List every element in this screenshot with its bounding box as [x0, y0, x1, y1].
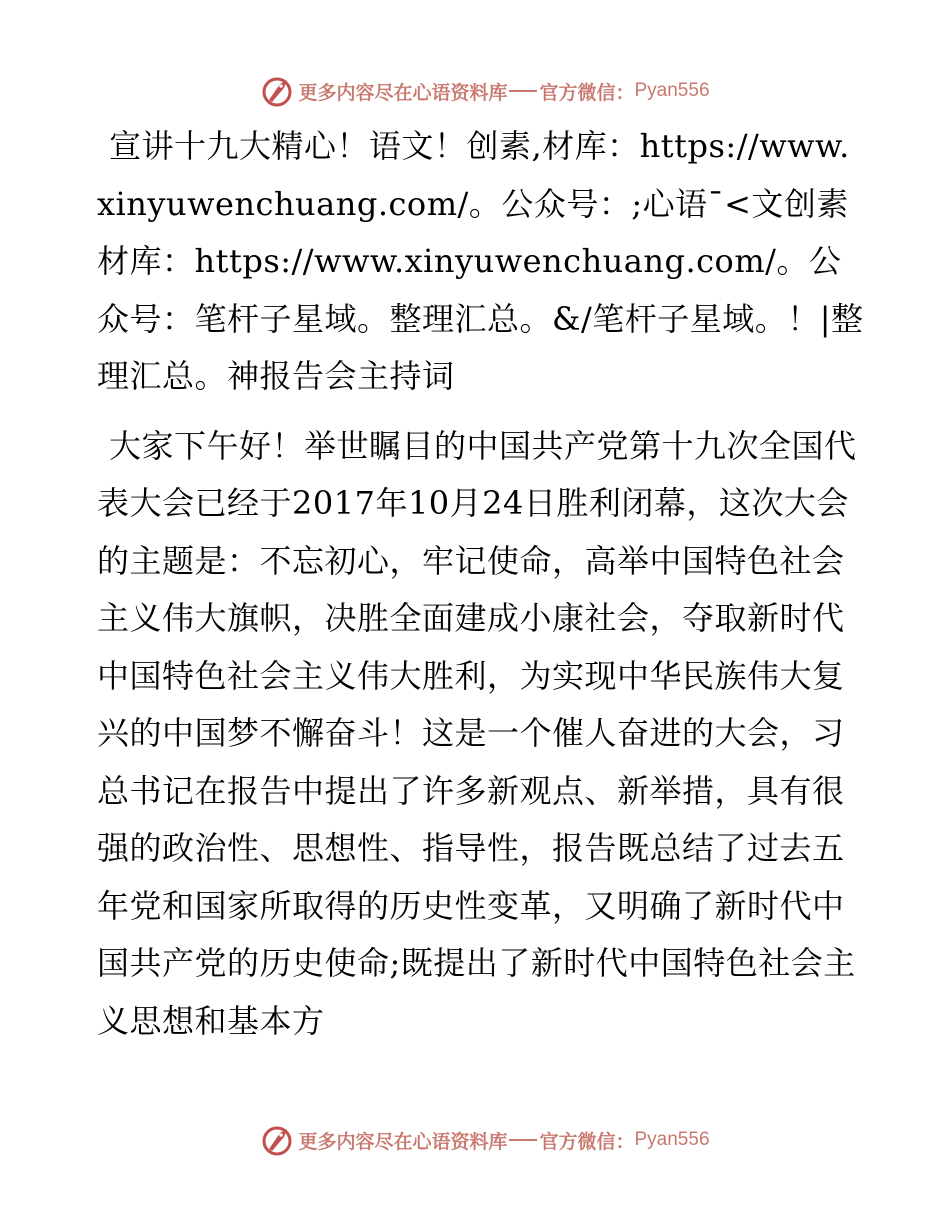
banner-wechat-id: Pyan556	[634, 1129, 710, 1150]
pen-nib-logo-icon	[260, 74, 294, 108]
document-body	[97, 118, 867, 1050]
banner-main-text: 更多内容尽在心语资料库	[298, 81, 508, 104]
banner-official-text: 官方微信：	[539, 81, 635, 104]
paragraph-main: 大家下午好！举世瞩目的中国共产党第十九次全国代表大会已经于2017年10月24日胜利闭幕，这次大会的主题是：不忘初心，牢记使命，高举中国特色社会主义伟大旗帜，决胜全面建成小康社会，夺取新时代中国特色社会主义伟大胜利，为实现中华民族伟大复兴的中国梦不懈奋斗！这是一个催人奋进的大会，习总书记在报告中提出了许多新观点、新举措，具有很强的政治性、思想性、指导性，报告既总结了过去五年党和国家所取得的历史性变革，又明确了新时代中国共产党的历史使命;既提出了新时代中国特色社会主义思想和基本方	[97, 426, 857, 1040]
paragraph-intro: 宣讲十九大精心！语文！创素,材库：https://www.xinyuwenchuang.com/。公众号：;心语¯<文创素材库：https://www.xinyuwenchuang.com/。公众号：笔杆子星域。整理汇总。&/笔杆子星域。！|整理汇总。神报告会主持词	[97, 127, 864, 395]
banner-main-text: 更多内容尽在心语资料库	[298, 1130, 508, 1153]
banner-dash	[509, 1139, 537, 1141]
header-banner-content	[260, 74, 709, 108]
banner-dash	[509, 90, 537, 92]
footer-banner-content	[260, 1123, 709, 1157]
header-banner	[0, 73, 950, 109]
banner-official-text: 官方微信：	[539, 1130, 635, 1153]
footer-banner	[0, 1122, 950, 1158]
banner-wechat-id: Pyan556	[634, 80, 710, 101]
pen-nib-logo-icon	[260, 1123, 294, 1157]
